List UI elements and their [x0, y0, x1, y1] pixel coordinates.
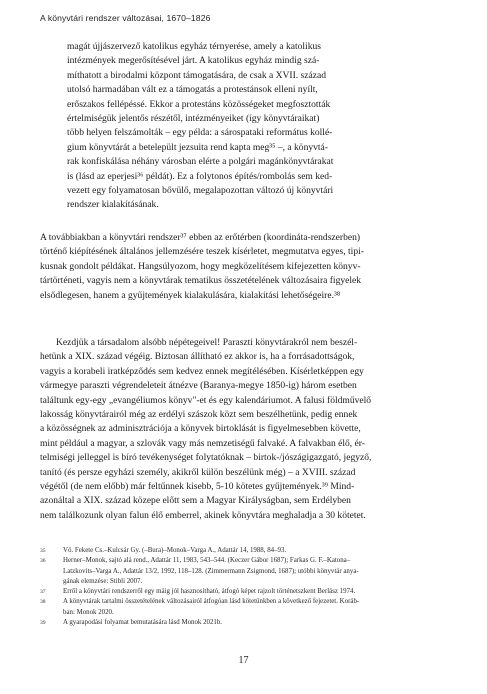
- footnote-text: ban: Monok 2020.: [63, 608, 114, 616]
- text-line: rendszer kialakításának.: [67, 199, 159, 211]
- footnote-number: 35: [40, 548, 46, 554]
- text-line: telmiségi jelleggel is bíró tevékenységet folytatóknak – birtok-/jószágigazgató, jegyző,: [40, 452, 372, 464]
- text-line: vagyis a korabeli iratképződés sem kedvez ennek megítélésében. Kísérletképpen egy: [40, 365, 364, 377]
- indented-block: [67, 40, 438, 213]
- text-line: hetünk a XIX. század végéig. Biztosan állítható ez akkor is, ha a forrásadottságok,: [40, 351, 355, 363]
- text-line: lakosság könyvtárairól még az erdélyi szászok közt sem beszélhetünk, pedig ennek: [40, 408, 358, 420]
- footnote-number: 36: [40, 558, 46, 565]
- text-line: is (lásd az eperjesi³⁶ példát). Ez a folytonos építés/rombolás sem ked-: [67, 170, 333, 182]
- text-line: tártörténeti, vagyis nem a könyvtárak tematikus összetételének változásaira figyelek: [40, 275, 362, 287]
- text-line: a közösségnek az adminisztrációja a könyvek birtoklását is figyelmesebben követte,: [40, 423, 361, 435]
- footnote-text: Herner–Monok, sajtó alá rend., Adattár 11, 1983, 543–544. (Keczer Gábor 1687); Farkas G. F.–Katona–: [63, 557, 351, 565]
- text-line: intézmények megerősítésével járt. A katolikus egyház mindig szá-: [67, 55, 320, 67]
- page-number: 17: [238, 655, 249, 666]
- text-line: értelmiségük jelentős részétől, intézményeiket (így könyvtáraikat): [67, 112, 320, 124]
- paragraph-2: [40, 336, 438, 523]
- text-line: végétől (de nem előbb) már feltűnnek kisebb, 5-10 kötetes gyűjtemények.³⁹ Mind-: [40, 480, 355, 492]
- text-line: azonáltal a XIX. század közepe előtt sem a Magyar Királyságban, sem Erdélyben: [40, 495, 351, 507]
- footnote-text: gának elemzése: Stibli 2007.: [63, 577, 143, 585]
- text-line: kusnak gondolt példákat. Hangsúlyozom, hogy megközelítésem kifejezetten könyv-: [40, 260, 361, 272]
- footnote-text: Latzkovits–Varga A., Adattár 13/2, 1992, 118–128. (Zimmermann Zsigmond, 1687); utóbbi könyvtár anya-: [63, 567, 359, 575]
- text-line: elsődlegesen, hanem a gyűjtemények kialakulására, kialakítási lehetőségeire.³⁸: [40, 289, 341, 301]
- text-line: vármegye paraszti végrendeleteit átnézve (Baranya-megye 1850-ig) három esetben: [40, 380, 357, 392]
- footnote: [40, 556, 438, 587]
- text-line: gium könyvtárát a betelepült jezsuita rend kapta meg³⁵ –, a könyvtá-: [67, 141, 328, 153]
- text-line: tanító (és persze egyházi személy, akikről külön beszélünk még) – a XVIII. század: [40, 466, 356, 478]
- footnotes: [40, 546, 438, 628]
- text-line: találtunk egy-egy „evangéliumos könyv"-et és egy kalendáriumot. A falusi földművelő: [40, 394, 372, 406]
- text-line: több helyen felszámolták – egy példa: a sárospataki református kollé-: [67, 127, 333, 139]
- footnote: [40, 618, 438, 628]
- text-line: mint például a magyar, a szlovák vagy más nemzetiségű falvaké. A falvakban élő, ér-: [40, 437, 365, 449]
- text-line: A továbbiakban a könyvtári rendszer³⁷ ebben az erőtérben (koordináta-rendszerben): [40, 232, 361, 243]
- footnote-text: A könyvtárak tartalmi összetételének változásairól átfogóan lásd kötetünkben a következő fejezetet. Koráb-: [63, 598, 360, 606]
- footnote-number: 37: [40, 589, 46, 596]
- footnote-text: A gyarapodási folyamat bemutatására lásd Monok 2021b.: [63, 619, 223, 627]
- footnote: [40, 597, 438, 618]
- running-head: A könyvtári rendszer változásai, 1670–1826: [40, 13, 211, 23]
- text-line: magát újjászervező katolikus egyház térnyerése, amely a katolikus: [67, 41, 321, 52]
- text-line: Kezdjük a társadalom alsóbb népétegeivel! Paraszti könyvtárakról nem beszél-: [56, 337, 358, 348]
- text-line: míthatott a birodalmi központ támogatására, de csak a XVII. század: [67, 69, 326, 81]
- footnote: [40, 587, 438, 597]
- footnote-number: 39: [40, 620, 46, 627]
- text-line: történő kiépítésének általános jellemzésére teszek kísérletet, megmutatva egyes, tipi-: [40, 246, 364, 258]
- text-line: rak konfiskálása néhány városban elérte a polgári magánkönyvtárakat: [67, 156, 334, 168]
- footnote: [40, 546, 438, 556]
- paragraph-1: [40, 231, 438, 303]
- footnote-number: 38: [40, 599, 46, 606]
- text-line: utolsó harmadában vált ez a támogatás a protestánsok elleni nyílt,: [67, 84, 318, 96]
- footnote-text: Erről a könyvtári rendszerről egy máig jól hasznosítható, átfogó képet rajzolt történetszkent Berlász 1974.: [63, 588, 356, 596]
- footnote-text: Vö. Fekete Cs.–Kulcsár Gy. (–Bura)–Monok–Varga A., Adattár 14, 1988, 84–93.: [63, 547, 287, 554]
- text-line: erőszakos fellépéssé. Ekkor a protestáns közösségeket megfosztották: [67, 98, 331, 110]
- text-line: nem találkozunk olyan falun élő emberrel, akinek könyvtára meghaladja a 30 kötetet.: [40, 509, 366, 521]
- text-line: vezett egy folyamatosan bővülő, megalapozottan változó új könyvtári: [67, 184, 334, 196]
